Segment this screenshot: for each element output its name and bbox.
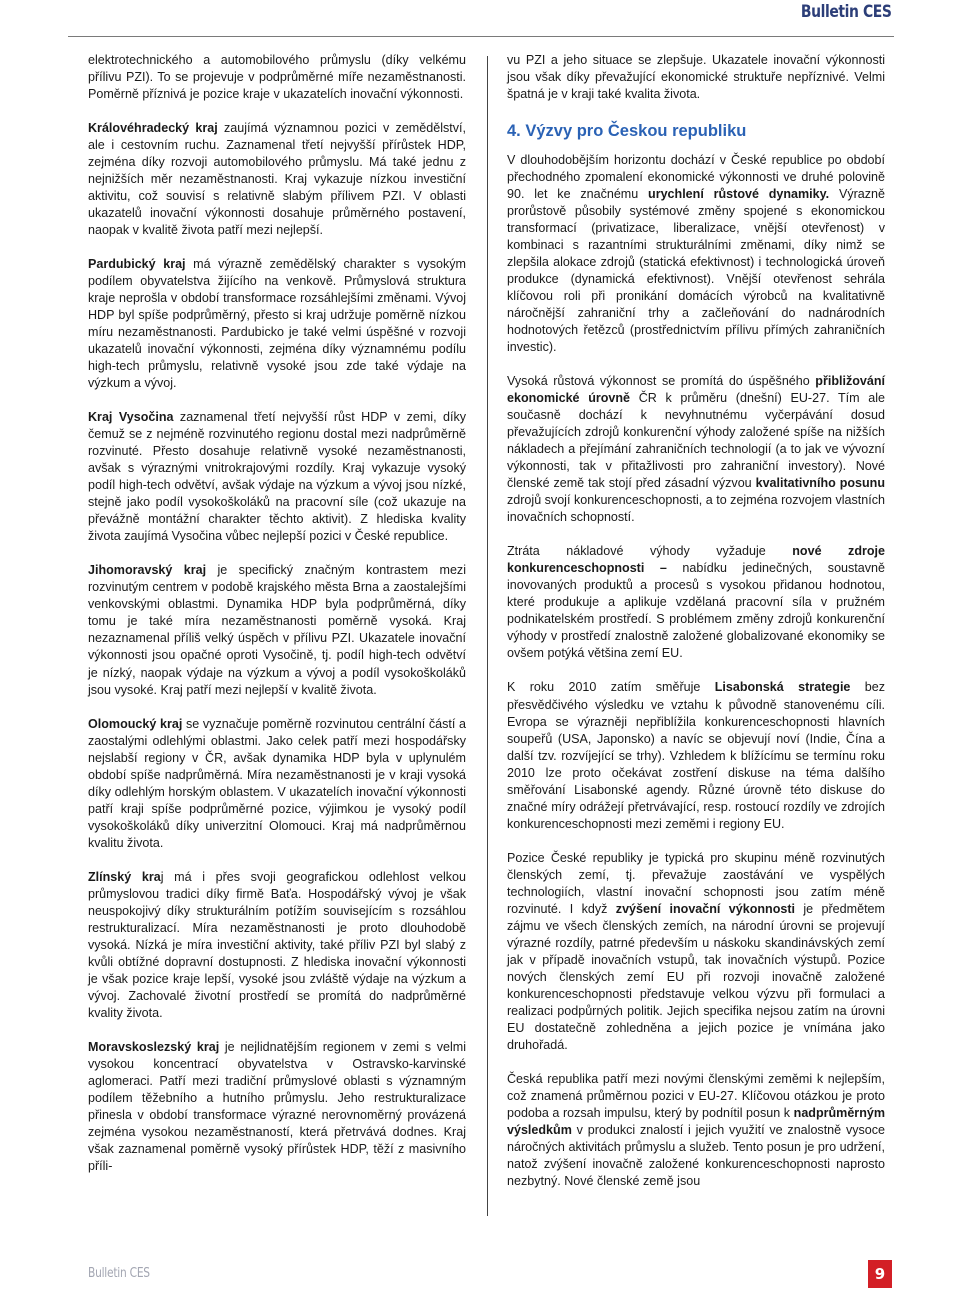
region-name: Jihomoravský kraj [88,563,207,578]
paragraph-text: je předmětem zájmu ve všech členských zemích, na národní úrovni se projevují výrazné rozdíly, patrné především u náskoku skandinávských zemí jak v případě inovačních vstupů, tak inovačních výstupů. Pozice nových členských zemí EU při rozvoji inovačně založené konkurenceschopnosti představuje velkou výzvu při formulaci a realizaci podpůrných politik. Jejich specifika nejsou zatím na úrovni EU dostatečně zohledněna a jejich pozice je vnímána jako druhořadá. [507,901,885,1052]
paragraph-intro: elektrotechnického a automobilového průmyslu (díky velkému přílivu PZI). To se projevuje v podprůměrné míře nezaměstnanosti. Poměrně příznivá je pozice kraje v ukazatelích inovační výkonnosti. [88,53,466,102]
paragraph-text: V dlouhodobějším horizontu dochází v České republice po období přechodného zpomalení ekonomické výkonnosti ve druhé polovině 90. let ke značnému [507,153,885,202]
paragraph-above-average [507,1071,885,1190]
region-name: Moravskoslezský kraj [88,1039,220,1054]
section-heading: 4. Výzvy pro Českou republiku [507,122,747,141]
paragraph-convergence [507,373,885,526]
emphasis-text: urychlení růstové dynamiky. [648,187,830,202]
paragraph-zlinsky [88,869,466,1022]
region-name: Královéhradecký kraj [88,121,218,136]
emphasis-text: přibližování ekonomické úrovně [507,374,885,406]
paragraph-jihomoravsky [88,562,466,698]
region-name: Kraj Vysočina [88,410,174,425]
emphasis-text: nadprůměrným výsledkům [507,1105,885,1137]
paragraph-kralovehradecky [88,120,466,239]
header-brand: Bulletin CES [801,2,892,22]
paragraph-text: zaujímá významnou pozici v zemědělství, ale i cestovním ruchu. Zaznamenal třetí nejvyšší přírůstek HDP, zejména díky rozvoji automobilového průmyslu. Má také jednu z nejnižších měr nezaměstnanosti. Kraj vykazuje nízkou investiční aktivitu, což souvisí s relativně slabým přílivem PZI. V oblasti ukazatelů inovační výkonnosti dosahuje průměrného postavení, naopak v kvalitě života patří mezi nejlepší. [88,121,466,238]
paragraph-text: bez přesvědčivého výsledku ve vztahu k původně stanovenému cíli. Evropa se výrazněji nepřiblížila konkurenceschopnosti hlavních soupeřů (USA, Japonsko) a navíc se objevují noví (Indie, Čína a další tzv. rozvíjející se trhy). Vzhledem k blížícímu se termínu roku 2010 lze proto očekávat zostření diskuse na téma dalšího směřování Lisabonské agendy. Různé úrovně této diskuse do značné míry odrážejí přetrvávající, resp. rostoucí rozdíly ve zdrojích konkurenceschopnosti mezi zeměmi i regiony EU. [507,680,885,831]
paragraph-text: Ztráta nákladové výhody vyžaduje [507,544,793,559]
paragraph-text: K roku 2010 zatím směřuje [507,680,715,695]
emphasis-text: Lisabonská strategie [714,680,851,695]
paragraph-new-sources [507,543,885,662]
paragraph-text: ČR k průměru (dnešní) EU-27. Tím ale současně dochází k nevyhnutnému vyčerpávání dosud převažujících zdrojů konkurenční výhody založené spíše na nižších nákladech a přejímání zahraničních technologií (a to jak ve vývozní výkonnosti, tak v přitažlivosti pro zahraniční investory). Nové členské země tak stojí před zásadní výzvou [507,391,886,491]
paragraph-text: zaznamenal třetí nejvyšší růst HDP v zemi, díky čemuž se z nejméně rozvinutého regionu dostal mezi nadprůměrně rozvinuté. Přesto dosahuje relativně vysoké nezaměstnanosti, avšak s výraznými vnitrokrajovými rozdíly. Kraj vykazuje vysoký podíl high-tech odvětví, avšak výdaje na výzkum a vývoj jsou nízké, stejně jako podíl vysokoškoláků na pracovní síle (což ukazuje na převážně montážní charakter těchto aktivit). Z hlediska kvality života zaujímá Vysočina vůbec nejlepší pozici v České republice. [88,410,467,544]
paragraph-text: Česká republika patří mezi novými členskými zeměmi k nejlepším, což znamená průměrnou pozici v EU-27. Klíčovou otázkou je proto podoba a rozsah impulsu, který by podnítil posun k [507,1071,885,1120]
column-divider [487,56,488,1216]
paragraph-vysocina [88,409,466,545]
region-name: Zlínský kra [88,869,161,884]
paragraph-text: zdrojů svojí konkurenceschopnosti, a to zejména rozvojem vlastních inovačních schopností. [507,493,885,525]
paragraph-text: Pozice České republiky je typická pro skupinu méně rozvinutých členských zemí, tj. převažuje zaostávání ve vyspělých technologiích, vlastní inovační schopnosti jsou zatím méně rozvinuté. I když [507,850,885,916]
paragraph-text: Výrazně prorůstově působily systémové změny spojené s ekonomickou transformací (privatizace, liberalizace, vnější otevřenost) v kombinaci s razantními strukturálními změnami, díky nimž se zlepšila alokace zdrojů (statická efektivnost) i technologická úroveň produkce (dynamická efektivnost). Vnější otevřenost sehrála klíčovou roli při pronikání domácích výrobců na kvalitativně náročnější zahraniční trhy a začleňování do nadnárodních hodnotových řetězců (prostřednictvím přílivu přímých zahraničních investic). [507,187,885,355]
paragraph-position [507,850,885,1054]
footer-brand: Bulletin CES [88,1266,150,1281]
paragraph-continuation: vu PZI a jeho situace se zlepšuje. Ukazatele inovační výkonnosti jsou však díky převažující ekonomické struktuře nepříznivé. Velmi špatná je v kraji také kvalita života. [507,53,885,102]
paragraph-text: se vyznačuje poměrně rozvinutou centrální částí a zaostalými odlehlými oblastmi. Jako celek patří mezi hospodářsky nejslabší regiony v ČR, avšak dynamika HDP byla v uplynulém období spíše nadprůměrná. Míra nezaměstnanosti je v kraji vysoká díky odlehlým horským oblastem. V ukazatelích inovační výkonnosti patří kraji spíše podprůměrné pozice, výjimkou je vysoký podíl vysokoškoláků díky univerzitní Olomouci. Kraj má nadprůměrnou kvalitu života. [88,716,467,850]
paragraph-text: v produkci znalostí i jejich využití ve znalostně vysoce náročných aktivitách průmyslu a služeb. Tento posun je pro udržení, natož zvýšení inovačně založené konkurenceschopnosti naprosto nezbytný. Nové členské země jsou [507,1122,885,1188]
paragraph-lisbon [507,679,885,832]
paragraph-pardubicky [88,256,466,392]
paragraph-growth [507,152,885,356]
paragraph-text: je nejlidnatějším regionem v zemi s velmi vysokou koncentrací obyvatelstva v Ostravsko-karvinské aglomeraci. Patří mezi tradiční průmyslové oblasti s významným podílem těžebního a hutního průmyslu. Jeho restrukturalizace přinesla v období transformace výrazné nerovnoměrný provázená zejména vysokou nezaměstnaností, která přetrvává dodnes. Kraj však zaznamenal poměrně vysoký přírůstek HDP, těží z masivního příli- [88,1039,466,1173]
paragraph-text: je specifický značným kontrastem mezi rozvinutým centrem v podobě krajského města Brna a zaostalejšími venkovskými oblastmi. Dynamika HDP byla podprůměrná, díky tomu je také míra nezaměstnanosti poměrně vysoká. Kraj nezaznamenal příliš velký úspěch v přílivu PZI. Ukazatele inovační výkonnosti jsou opačné oproti Vysočině, tj. podíl high-tech odvětví je nízký, naopak výdaje na výzkum a vývoj a podíl vysokoškoláků jsou vysoké. Kraj patří mezi nejlepší v kvalitě života. [88,563,466,697]
right-column [507,52,885,1190]
paragraph-text: nabídku jedinečných, soustavně inovovaných produktů a procesů s vysokou přidanou hodnotou, které produkuje a aplikuje vzdělaná pracovní síla v pružném podnikatelském prostředí. S problémem změny zdrojů konkurenční výhody v prostředí znalostně založené globalizované ekonomiky se ovšem potýká většina zemí EU. [507,561,885,661]
paragraph-olomoucky [88,716,466,852]
region-name: Pardubický kraj [88,257,186,272]
page-number: 9 [868,1260,892,1288]
emphasis-text: kvalitativního posunu [755,476,886,491]
emphasis-text: zvýšení inovační výkonnosti [615,901,796,916]
left-column [88,52,466,1175]
region-name: Olomoucký kraj [88,716,183,731]
paragraph-moravskoslezsky [88,1039,466,1175]
paragraph-text: má výrazně zemědělský charakter s vysokým podílem obyvatelstva žijícího na venkově. Průmyslová struktura kraje neprošla v období transformace rozsáhlejšími změnami. Vývoj HDP byl spíše podprůměrný, přesto si kraj udržuje poměrně nízkou míru nezaměstnanosti. Pardubicko je také velmi úspěšné v rozvoji ukazatelů inovační výkonnosti, zejména díky významnému podílu high-tech průmyslu, relativně vysoké jsou zde také výdaje na výzkum a vývoj. [88,257,466,391]
header-rule [68,36,894,37]
emphasis-text: nové zdroje konkurenceschopnosti – [507,544,885,576]
paragraph-text: Vysoká růstová výkonnost se promítá do úspěšného [507,374,816,389]
paragraph-text: j má i přes svoji geografickou odlehlost velkou průmyslovou tradici díky firmě Baťa. Hospodářský vývoj je však neuspokojivý díky strukturálním potížím souvisejícím s rozsáhlou restrukturalizací. Míra nezaměstnanosti je proto dlouhodobě vysoká. Nízká je míra investiční aktivity, také příliv PZI byl slabý z kvůli obtížné dopravní dostupnosti. Z hlediska inovační výkonnosti je však pozice kraje lepší, vysoké jsou zvláště výdaje na výzkum a vývoj. Zachovalé životní prostředí se promítá do nadprůměrné kvality života. [88,869,466,1020]
